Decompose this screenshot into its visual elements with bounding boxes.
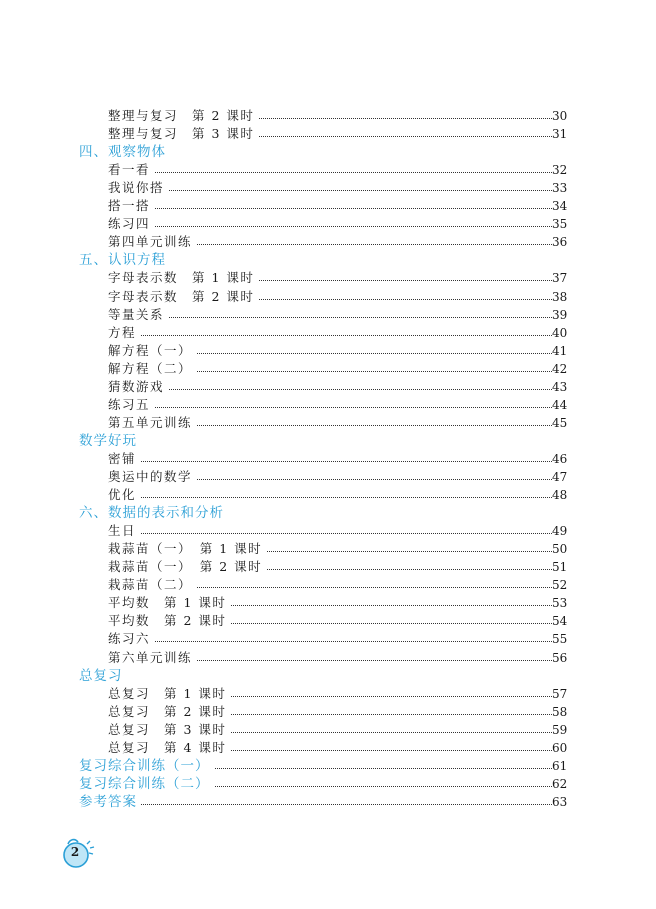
toc-entry[interactable] <box>0 468 656 486</box>
toc-page-number: 47 <box>552 470 568 484</box>
toc-label: 练习五 <box>108 396 154 414</box>
toc-label: 总复习 第 2 课时 <box>108 703 230 721</box>
toc-entry[interactable] <box>0 685 656 703</box>
toc-page-number: 55 <box>552 632 568 647</box>
toc-page-number: 63 <box>552 794 568 809</box>
toc-leader-dots <box>108 208 560 209</box>
toc-leader-dots <box>108 172 560 173</box>
toc-label: 方程 <box>108 324 140 342</box>
toc-page-number: 35 <box>552 217 568 232</box>
toc-page-number: 51 <box>552 560 568 575</box>
toc-section[interactable] <box>0 504 656 522</box>
toc-label: 总复习 第 1 课时 <box>108 685 230 703</box>
toc-entry[interactable] <box>0 306 656 324</box>
toc-label: 整理与复习 第 3 课时 <box>108 125 258 143</box>
toc-entry[interactable] <box>0 739 656 757</box>
toc-page-number: 62 <box>552 776 568 791</box>
toc-entry[interactable] <box>0 107 656 125</box>
toc-page-number: 53 <box>552 596 568 611</box>
toc-page-number: 56 <box>552 650 568 665</box>
toc-label: 复习综合训练（二） <box>79 775 214 793</box>
toc-label: 栽蒜苗（二） <box>108 576 196 594</box>
toc-page-number: 30 <box>552 109 568 123</box>
toc-label: 练习四 <box>108 215 154 233</box>
toc-page-number: 48 <box>552 488 568 503</box>
toc-label: 整理与复习 第 2 课时 <box>108 107 258 125</box>
toc-page-number: 41 <box>552 343 568 358</box>
toc-label: 奥运中的数学 <box>108 468 196 486</box>
toc-label: 等量关系 <box>108 306 168 324</box>
toc-label: 字母表示数 第 2 课时 <box>108 288 258 306</box>
toc-label: 平均数 第 2 课时 <box>108 612 230 630</box>
toc-page-number: 38 <box>552 289 568 304</box>
toc-section[interactable] <box>0 432 656 450</box>
toc-section[interactable] <box>0 775 656 793</box>
toc-leader-dots <box>108 533 560 534</box>
toc-page-number: 32 <box>552 163 568 178</box>
toc-entry[interactable] <box>0 522 656 540</box>
toc-entry[interactable] <box>0 630 656 648</box>
toc-label: 看一看 <box>108 161 154 179</box>
toc-label: 练习六 <box>108 630 154 648</box>
toc-section[interactable] <box>0 667 656 685</box>
toc-leader-dots <box>108 389 560 390</box>
toc-label: 五、认识方程 <box>79 251 170 269</box>
toc-entry[interactable] <box>0 161 656 179</box>
toc-page-number: 61 <box>552 758 568 773</box>
toc-entry[interactable] <box>0 233 656 251</box>
toc-entry[interactable] <box>0 486 656 504</box>
toc-entry[interactable] <box>0 342 656 360</box>
toc-entry[interactable] <box>0 721 656 739</box>
toc-page-number: 31 <box>552 127 568 142</box>
toc-entry[interactable] <box>0 594 656 612</box>
toc-label: 第六单元训练 <box>108 649 196 667</box>
toc-label: 栽蒜苗（一） 第 1 课时 <box>108 540 266 558</box>
toc-label: 平均数 第 1 课时 <box>108 594 230 612</box>
toc-entry[interactable] <box>0 703 656 721</box>
toc-entry[interactable] <box>0 450 656 468</box>
toc-page-number: 42 <box>552 361 568 376</box>
toc-page-number: 57 <box>552 686 568 701</box>
toc-section[interactable] <box>0 143 656 161</box>
toc-page-number: 33 <box>552 181 568 196</box>
toc-leader-dots <box>108 407 560 408</box>
toc-page-number: 36 <box>552 235 568 250</box>
toc-page-number: 52 <box>552 578 568 593</box>
toc-entry[interactable] <box>0 576 656 594</box>
toc-leader-dots <box>108 335 560 336</box>
toc-page-number: 50 <box>552 542 568 557</box>
toc-entry[interactable] <box>0 197 656 215</box>
toc-label: 猜数游戏 <box>108 378 168 396</box>
toc-leader-dots <box>108 461 560 462</box>
toc-page-number: 34 <box>552 199 568 214</box>
toc-page-number: 58 <box>552 704 568 719</box>
toc-label: 字母表示数 第 1 课时 <box>108 269 258 287</box>
toc-entry[interactable] <box>0 324 656 342</box>
toc-label: 优化 <box>108 486 140 504</box>
toc-label: 第四单元训练 <box>108 233 196 251</box>
toc-entry[interactable] <box>0 269 656 287</box>
toc-leader-dots <box>108 317 560 318</box>
toc-page-number: 44 <box>552 397 568 412</box>
toc-entry[interactable] <box>0 215 656 233</box>
toc-label: 数学好玩 <box>79 432 141 450</box>
toc-label: 搭一搭 <box>108 197 154 215</box>
toc-page-number: 60 <box>552 740 568 755</box>
toc-label: 栽蒜苗（一） 第 2 课时 <box>108 558 266 576</box>
toc-page-number: 54 <box>552 614 568 629</box>
toc-entry[interactable] <box>0 540 656 558</box>
toc-label: 第五单元训练 <box>108 414 196 432</box>
toc-label: 复习综合训练（一） <box>79 757 214 775</box>
toc-leader-dots <box>80 804 560 805</box>
toc-entry[interactable] <box>0 612 656 630</box>
toc-page-number: 37 <box>552 271 568 286</box>
toc-entry[interactable] <box>0 396 656 414</box>
toc-entry[interactable] <box>0 360 656 378</box>
toc-leader-dots <box>108 226 560 227</box>
toc-page-number: 46 <box>552 451 568 466</box>
toc-label: 参考答案 <box>79 793 141 811</box>
toc-label: 总复习 <box>79 667 127 685</box>
toc-entry[interactable] <box>0 288 656 306</box>
toc-label: 密铺 <box>108 450 140 468</box>
toc-entry[interactable] <box>0 414 656 432</box>
toc-page-number: 43 <box>552 379 568 394</box>
toc-section[interactable] <box>0 793 656 811</box>
toc-entry[interactable] <box>0 649 656 667</box>
toc-label: 总复习 第 4 课时 <box>108 739 230 757</box>
toc-page-number: 45 <box>552 415 568 430</box>
toc-leader-dots <box>108 641 560 642</box>
toc-section[interactable] <box>0 251 656 269</box>
toc-page-number: 59 <box>552 722 568 737</box>
toc-page-number: 49 <box>552 524 568 539</box>
toc-label: 总复习 第 3 课时 <box>108 721 230 739</box>
page-number: 2 <box>70 845 80 859</box>
toc-page-number: 39 <box>552 307 568 322</box>
toc-section[interactable] <box>0 757 656 775</box>
toc-leader-dots <box>108 497 560 498</box>
toc-entry[interactable] <box>0 378 656 396</box>
toc-entry[interactable] <box>0 179 656 197</box>
toc-label: 解方程（一） <box>108 342 196 360</box>
toc-label: 六、数据的表示和分析 <box>79 504 228 522</box>
toc-page-number: 40 <box>552 325 568 340</box>
toc-entry[interactable] <box>0 558 656 576</box>
toc-label: 生日 <box>108 522 140 540</box>
toc-leader-dots <box>108 190 560 191</box>
toc-label: 解方程（二） <box>108 360 196 378</box>
toc-label: 四、观察物体 <box>79 143 170 161</box>
toc-entry[interactable] <box>0 125 656 143</box>
toc-label: 我说你搭 <box>108 179 168 197</box>
